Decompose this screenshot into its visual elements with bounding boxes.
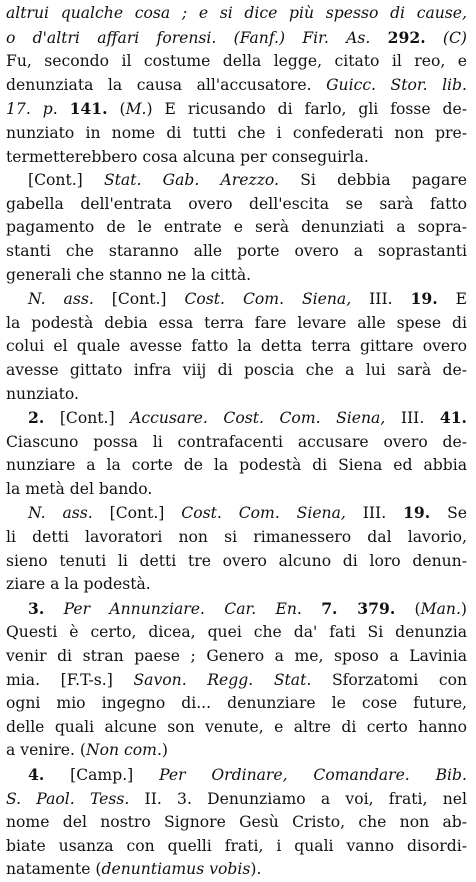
text-run: avesse gittato infra viij di poscia che a lui sarà de- — [6, 360, 467, 379]
text-line — [6, 240, 467, 264]
text-run: nunziare a la corte de la podestà di Siena ed abbia — [6, 456, 467, 475]
italic-text: Non com. — [86, 741, 162, 760]
text-run: Ciascuno possa li contrafacenti accusare overo de- — [6, 432, 467, 451]
text-line — [6, 312, 467, 336]
text-line — [6, 692, 467, 716]
text-line — [6, 216, 467, 240]
text-line — [6, 264, 467, 288]
text-line — [6, 621, 467, 645]
text-run: nunziato. — [6, 384, 79, 403]
text-run: E — [437, 290, 467, 309]
text-run: delle quali alcune son venute, e altre di certo hanno — [6, 717, 467, 736]
text-run: ziare a la podestà. — [6, 575, 151, 594]
text-line — [6, 454, 467, 478]
text-run: III. — [351, 290, 411, 309]
text-line — [6, 597, 467, 622]
text-line — [6, 550, 467, 574]
text-run: la podestà debia essa terra fare levare alle spese di — [6, 313, 467, 332]
text-line — [6, 645, 467, 669]
italic-text: N. ass. — [28, 290, 94, 309]
text-run: ). — [250, 860, 262, 879]
text-line — [6, 122, 467, 146]
text-run: pagamento de le entrate e serà denunziati a sopra- — [6, 218, 467, 237]
text-line — [6, 716, 467, 740]
italic-text: Savon. Regg. Stat. — [133, 670, 312, 689]
text-run: Questi è certo, dicea, quei che da' fati Si denunzia — [6, 623, 467, 642]
bold-number: 19. — [403, 503, 431, 523]
italic-text: Accusare. Cost. Com. Siena, — [130, 409, 386, 428]
italic-text: Cost. Com. Siena, — [181, 504, 346, 523]
text-run: Sforzatomi con — [311, 670, 467, 689]
text-run: [Cont.] — [44, 409, 131, 428]
text-line — [6, 193, 467, 217]
text-run: mia. [F.T-s.] — [6, 670, 134, 689]
text-run: natamente ( — [6, 860, 102, 879]
text-line — [6, 97, 467, 122]
text-run: Fu, secondo il costume della legge, citato il reo, e — [6, 52, 467, 71]
bold-number: 7. 379. — [321, 598, 396, 618]
text-run: nunziato in nome di tutti che i confederati non pre- — [6, 123, 467, 142]
text-run: III. — [345, 504, 404, 523]
bold-number: 4. — [28, 765, 45, 784]
text-run: nome del nostro Signore Gesù Cristo, che non ab- — [6, 813, 467, 832]
italic-text: o d'altri affari forensi. (Fanf.) Fir. As. — [6, 28, 388, 47]
text-line — [6, 788, 467, 812]
text-run: termetterebbero cosa alcuna per conseguirla. — [6, 147, 369, 166]
text-run: la metà del bando. — [6, 479, 153, 498]
italic-text: (C) — [425, 28, 467, 47]
text-run: ) — [460, 599, 467, 618]
text-line — [6, 146, 467, 170]
italic-text: M. — [125, 100, 147, 119]
text-line — [6, 50, 467, 74]
italic-text: Stat. Gab. Arezzo. — [103, 171, 279, 190]
text-run: ) — [161, 741, 169, 760]
text-line — [6, 287, 467, 312]
text-line — [6, 26, 467, 51]
text-run: gabella dell'entrata overo dell'escita se sarà fatto — [6, 194, 467, 213]
text-run: ( — [395, 599, 421, 618]
text-line — [6, 359, 467, 383]
text-run: colui el quale avesse fatto la detta terra gittare overo — [6, 337, 467, 356]
text-run: Se — [430, 504, 467, 523]
text-line — [6, 74, 467, 98]
text-run: [Cont.] — [92, 504, 182, 523]
italic-text: 17. p. — [6, 100, 70, 119]
text-run: III. — [385, 409, 440, 428]
bold-number: 292. — [387, 27, 426, 47]
text-line — [6, 835, 467, 859]
italic-text: Man. — [420, 599, 461, 618]
text-run: denunziata la causa all'accusatore. — [6, 75, 327, 94]
bold-number: 141. — [69, 99, 108, 119]
text-run: venir di stran paese ; Genero a me, sposo a Lavinia — [6, 647, 467, 666]
text-run: Si debbia pagare — [279, 171, 467, 190]
bold-number: 41. — [439, 408, 467, 428]
text-line — [6, 2, 467, 26]
italic-text: N. ass. — [28, 504, 93, 523]
text-line — [6, 739, 467, 763]
italic-text: Per Annunziare. Car. En. — [44, 599, 322, 618]
italic-text: Cost. Com. Siena, — [184, 290, 352, 309]
text-run: ogni mio ingegno di... denunziare le cose future, — [6, 694, 467, 713]
text-line — [6, 858, 467, 882]
text-line — [6, 431, 467, 455]
italic-text: S. Paol. Tess. — [6, 789, 130, 808]
text-run: ( — [107, 100, 126, 119]
text-run: stanti che staranno alle porte overo a soprastanti — [6, 241, 467, 260]
text-run: biate usanza con quelli frati, i quali vanno disordi- — [6, 836, 467, 855]
text-run: sieno tenuti li detti tre overo alcuno di loro denun- — [6, 551, 467, 570]
text-line — [6, 335, 467, 359]
text-run: [Camp.] — [44, 766, 160, 784]
text-run: II. 3. Denunziamo a voi, frati, nel — [129, 789, 467, 808]
text-line — [6, 169, 467, 193]
text-run: a venire. ( — [6, 741, 87, 760]
text-line — [6, 811, 467, 835]
text-run: generali che stanno ne la città. — [6, 265, 252, 284]
italic-text: denuntiamus vobis — [101, 860, 251, 879]
text-line — [6, 669, 467, 693]
text-line — [6, 526, 467, 550]
text-line — [6, 501, 467, 526]
bold-number: 19. — [410, 289, 438, 309]
text-line — [6, 383, 467, 407]
bold-number: 3. — [28, 598, 45, 618]
text-line — [6, 406, 467, 431]
text-run: [Cont.] — [28, 171, 104, 190]
italic-text: altrui qualche cosa ; e si dice più spesso di cause, — [6, 4, 467, 22]
text-run: ) E ricusando di farlo, gli fosse de- — [146, 100, 467, 119]
text-run: [Cont.] — [93, 290, 185, 309]
bold-number: 2. — [28, 408, 45, 428]
text-run: li detti lavoratori non si rimanessero dal lavorio, — [6, 528, 467, 547]
italic-text: Guicc. Stor. lib. — [326, 75, 467, 94]
text-line — [6, 478, 467, 502]
text-line — [6, 573, 467, 597]
italic-text: Per Ordinare, Comandare. Bib. — [159, 766, 467, 784]
